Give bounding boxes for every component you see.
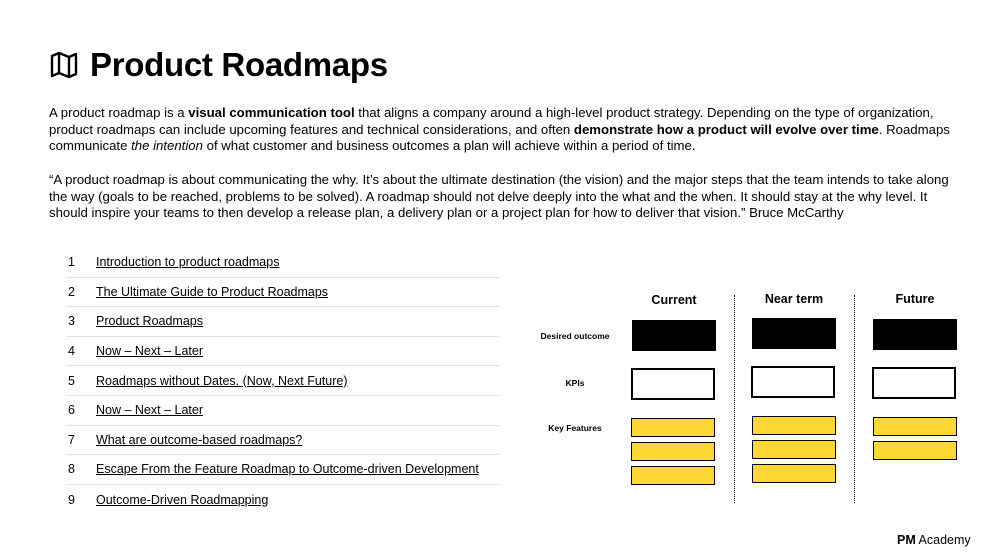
row-label-kpis: KPIs — [565, 378, 585, 388]
reference-links-list — [66, 248, 500, 514]
outcome-box-current — [632, 320, 716, 351]
intro-paragraph: A product roadmap is a visual communication tool that aligns a company around a high-level product strategy. Depending on the type of organization, product roadmaps can include upcoming features and technical considerations, and often demonstrate how a product will evolve over time. Roadmaps communicate the intention of what customer and business outcomes a plan will achieve within a period of time. — [49, 105, 950, 153]
list-item: 2 The Ultimate Guide to Product Roadmaps — [66, 278, 500, 308]
reference-link[interactable]: Introduction to product roadmaps — [96, 255, 280, 270]
list-item: 5 Roadmaps without Dates. (Now, Next Future) — [66, 366, 500, 396]
reference-link[interactable]: The Ultimate Guide to Product Roadmaps — [96, 284, 329, 299]
column-divider — [854, 295, 855, 503]
column-header-future: Future — [895, 292, 935, 306]
column-header-near-term: Near term — [764, 292, 824, 306]
feature-box-near-term — [752, 416, 836, 435]
column-header-current: Current — [651, 293, 697, 307]
list-item: 9 Outcome-Driven Roadmapping — [68, 492, 269, 507]
feature-box-future — [873, 441, 957, 460]
kpi-box-near-term — [751, 366, 835, 398]
feature-box-future — [873, 417, 957, 436]
list-item: 8 Escape From the Feature Roadmap to Outcome-driven Development — [66, 455, 500, 485]
reference-link[interactable]: Now – Next – Later — [96, 344, 203, 359]
column-divider — [734, 295, 735, 503]
kpi-box-future — [872, 367, 956, 399]
brand-footer: PM Academy — [897, 533, 971, 547]
reference-link[interactable]: Roadmaps without Dates. (Now, Next Future) — [96, 373, 348, 388]
page-title: Product Roadmaps — [90, 46, 388, 83]
feature-box-current — [631, 442, 715, 461]
reference-link[interactable]: Outcome-Driven Roadmapping — [96, 492, 269, 507]
title-row — [49, 45, 388, 85]
feature-box-current — [631, 466, 715, 485]
map-icon — [49, 50, 79, 80]
reference-link[interactable]: Now – Next – Later — [96, 403, 203, 418]
outcome-box-future — [873, 319, 957, 350]
list-item: 7 What are outcome-based roadmaps? — [66, 426, 500, 456]
row-label-desired-outcome: Desired outcome — [540, 331, 610, 341]
list-item: 1 Introduction to product roadmaps — [66, 248, 500, 278]
list-item: 6 Now – Next – Later — [66, 396, 500, 426]
feature-box-current — [631, 418, 715, 437]
feature-box-near-term — [752, 440, 836, 459]
list-item: 3 Product Roadmaps — [66, 307, 500, 337]
outcome-box-near-term — [752, 318, 836, 349]
reference-link[interactable]: Escape From the Feature Roadmap to Outcome-driven Development — [96, 462, 479, 477]
feature-box-near-term — [752, 464, 836, 483]
reference-link[interactable]: Product Roadmaps — [96, 314, 204, 329]
row-label-key-features: Key Features — [548, 423, 602, 433]
reference-link[interactable]: What are outcome-based roadmaps? — [96, 432, 303, 447]
quote-paragraph: “A product roadmap is about communicating the why. It’s about the ultimate destination (the vision) and the major steps that the team intends to take along the way (goals to be reached, problems to be solved). A roadmap should not delve deeply into the what and the when. It should stay at the why level. It should inspire your teams to then develop a release plan, a delivery plan or a project plan for how to deliver that vision.” Bruce McCarthy — [49, 172, 949, 220]
kpi-box-current — [631, 368, 715, 400]
list-item: 4 Now – Next – Later — [66, 337, 500, 367]
roadmap-diagram — [520, 285, 990, 515]
